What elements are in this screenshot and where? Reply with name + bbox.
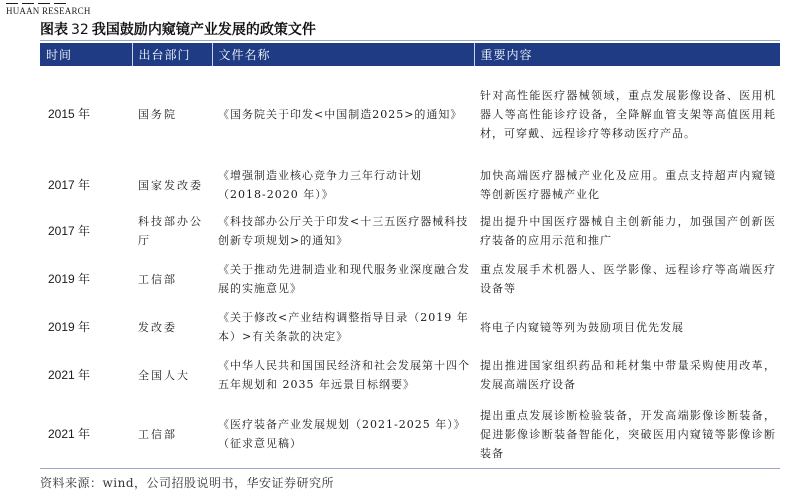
logo-mark [6,0,86,4]
row-doc: 《关于推动先进制造业和现代服务业深度融合发展的实施意见》 [218,263,470,295]
row-content: 提出提升中国医疗器械自主创新能力，加强国产创新医疗装备的应用示范和推广 [480,215,776,247]
row-doc: 《中华人民共和国国民经济和社会发展第十四个五年规划和 2035 年远景目标纲要》 [218,359,470,391]
row-year: 2019 年 [48,271,91,286]
row-doc: 《增强制造业核心竞争力三年行动计划（2018-2020 年）》 [218,169,422,201]
row-doc: 《国务院关于印发<中国制造2025>的通知》 [218,107,463,121]
row-dept: 发改委 [138,320,177,334]
row-year: 2017 年 [48,223,91,238]
row-dept: 国务院 [138,107,177,121]
table-row [40,162,780,208]
row-year: 2021 年 [48,426,91,441]
logo [2,0,92,20]
column-header-dept: 出台部门 [132,43,212,66]
row-content: 针对高性能医疗器械领域，重点发展影像设备、医用机器人等高性能诊疗设备，全降解血管支架等高值医用耗材，可穿戴、远程诊疗等移动医疗产品。 [480,88,776,140]
table-row [40,400,780,468]
row-doc: 《科技部办公厅关于印发<十三五医疗器械科技创新专项规划>的通知》 [218,215,469,247]
row-dept: 工信部 [138,427,177,441]
figure-label: 图表 [40,22,68,38]
table-row [40,304,780,350]
bottom-rule [40,468,780,469]
row-dept: 工信部 [138,272,177,286]
figure-number: 32 [71,22,89,38]
column-header-time: 时间 [40,43,132,66]
row-dept: 国家发改委 [138,178,203,192]
row-doc: 《医疗装备产业发展规划（2021-2025 年）》（征求意见稿） [218,418,466,450]
row-doc: 《关于修改<产业结构调整指导目录（2019 年本）>有关条款的决定》 [218,311,469,343]
policy-table [40,43,780,468]
row-year: 2019 年 [48,319,91,334]
row-content: 将电子内窥镜等列为鼓励项目优先发展 [480,320,684,334]
table-header-row [40,43,780,66]
table-row [40,254,780,304]
column-header-content: 重要内容 [480,48,533,62]
row-content: 加快高端医疗器械产业化及应用。重点支持超声内窥镜等创新医疗器械产业化 [480,169,776,201]
source-note: 资料来源：wind，公司招股说明书，华安证券研究所 [40,476,335,490]
row-dept: 科技部办公厅 [138,215,203,247]
figure-caption: 我国鼓励内窥镜产业发展的政策文件 [91,22,316,38]
row-year: 2017 年 [48,177,91,192]
table-row [40,208,780,254]
row-content: 重点发展手术机器人、医学影像、远程诊疗等高端医疗设备等 [480,263,776,295]
logo-text: HUAAN RESEARCH [6,6,91,16]
top-rule [40,40,780,41]
row-dept: 全国人大 [138,368,190,382]
column-header-doc: 文件名称 [212,43,474,66]
row-year: 2015 年 [48,106,91,121]
row-content: 提出重点发展诊断检验装备，开发高端影像诊断装备，促进影像诊断装备智能化，突破医用内窥镜等影像诊断装备 [480,408,776,460]
table-row [40,350,780,400]
row-year: 2021 年 [48,367,91,382]
table-row [40,66,780,162]
row-content: 提出推进国家组织药品和耗材集中带量采购使用改革，发展高端医疗设备 [480,359,776,391]
figure-title [40,19,316,39]
